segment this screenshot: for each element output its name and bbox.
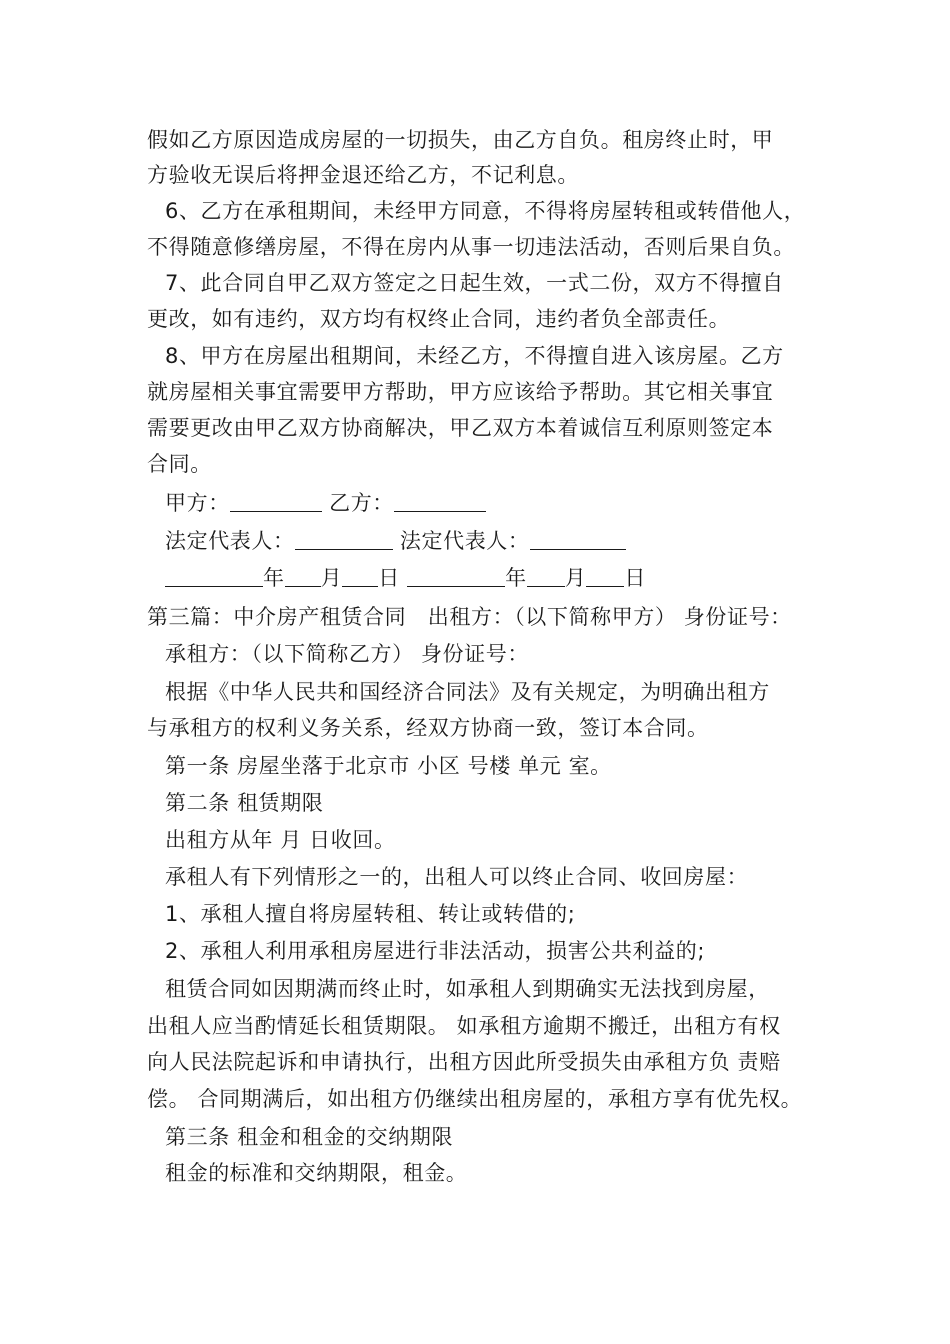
paragraph-line: 根据《中华人民共和国经济合同法》及有关规定，为明确出租方 [165, 680, 770, 704]
clause-6-line: 6、乙方在承租期间，未经甲方同意，不得将房屋转租或转借他人， [165, 199, 806, 223]
paragraph-line: 需要更改由甲乙双方协商解决，甲乙双方本着诚信互利原则签定本 [147, 416, 774, 440]
section-heading-line: 第三篇：中介房产租赁合同 出租方：（以下简称甲方） 身份证号： [147, 605, 792, 629]
month-b-blank[interactable] [527, 566, 565, 587]
paragraph-line: 承租人有下列情形之一的，出租人可以终止合同、收回房屋： [165, 865, 749, 889]
day-a-blank[interactable] [342, 566, 378, 587]
paragraph-line: 承租方：（以下简称乙方） 身份证号： [165, 642, 529, 666]
paragraph-line: 出租方从年 月 日收回。 [165, 828, 396, 852]
party-b-blank[interactable] [394, 491, 486, 512]
year-b-blank[interactable] [407, 566, 505, 587]
month-label: 月 [564, 566, 587, 590]
rep-a-blank[interactable] [295, 529, 393, 550]
article-1-line: 第一条 房屋坐落于北京市 小区 号楼 单元 室。 [165, 754, 612, 778]
paragraph-line: 方验收无误后将押金退还给乙方，不记利息。 [147, 163, 579, 187]
clause-8-line: 8、甲方在房屋出租期间，未经乙方，不得擅自进入该房屋。乙方 [165, 344, 784, 368]
month-label: 月 [320, 566, 343, 590]
year-label: 年 [263, 566, 285, 590]
clause-7-line: 7、此合同自甲乙双方签定之日起生效，一式二份，双方不得擅自 [165, 271, 784, 295]
party-a-label: 甲方： [165, 491, 230, 515]
paragraph-line: 与承租方的权利义务关系，经双方协商一致，签订本合同。 [147, 716, 709, 740]
paragraph-line: 更改，如有违约，双方均有权终止合同，违约者负全部责任。 [147, 307, 731, 331]
rep-a-label: 法定代表人： [165, 529, 295, 553]
signature-parties [165, 488, 486, 518]
paragraph-line: 假如乙方原因造成房屋的一切损失，由乙方自负。租房终止时，甲 [147, 128, 774, 152]
list-item: 1、承租人擅自将房屋转租、转让或转借的; [165, 902, 576, 926]
party-b-label: 乙方： [329, 491, 394, 515]
paragraph-line: 合同。 [147, 452, 212, 476]
article-2-heading: 第二条 租赁期限 [165, 791, 324, 815]
paragraph-line: 不得随意修缮房屋，不得在房内从事一切违法活动，否则后果自负。 [147, 235, 795, 259]
party-a-blank[interactable] [230, 491, 322, 512]
paragraph-line: 出租人应当酌情延长租赁期限。 如承租方逾期不搬迁，出租方有权 [147, 1014, 781, 1038]
article-3-heading: 第三条 租金和租金的交纳期限 [165, 1125, 454, 1149]
rep-b-blank[interactable] [530, 529, 626, 550]
year-a-blank[interactable] [165, 566, 263, 587]
paragraph-line: 偿。 合同期满后，如出租方仍继续出租房屋的，承租方享有优先权。 [147, 1087, 803, 1111]
paragraph-line: 租金的标准和交纳期限，租金。 [165, 1161, 468, 1185]
signature-representatives [165, 526, 626, 556]
day-b-blank[interactable] [586, 566, 624, 587]
list-item: 2、承租人利用承租房屋进行非法活动，损害公共利益的; [165, 939, 706, 963]
rep-b-label: 法定代表人： [399, 529, 530, 553]
paragraph-line: 租赁合同如因期满而终止时，如承租人到期确实无法找到房屋， [165, 977, 770, 1001]
day-label: 日 [378, 566, 400, 590]
signature-dates [165, 563, 646, 593]
day-label: 日 [624, 566, 646, 590]
month-a-blank[interactable] [285, 566, 321, 587]
year-label: 年 [505, 566, 527, 590]
paragraph-line: 就房屋相关事宜需要甲方帮助，甲方应该给予帮助。其它相关事宜 [147, 380, 774, 404]
paragraph-line: 向人民法院起诉和申请执行，出租方因此所受损失由承租方负 责赔 [147, 1050, 781, 1074]
